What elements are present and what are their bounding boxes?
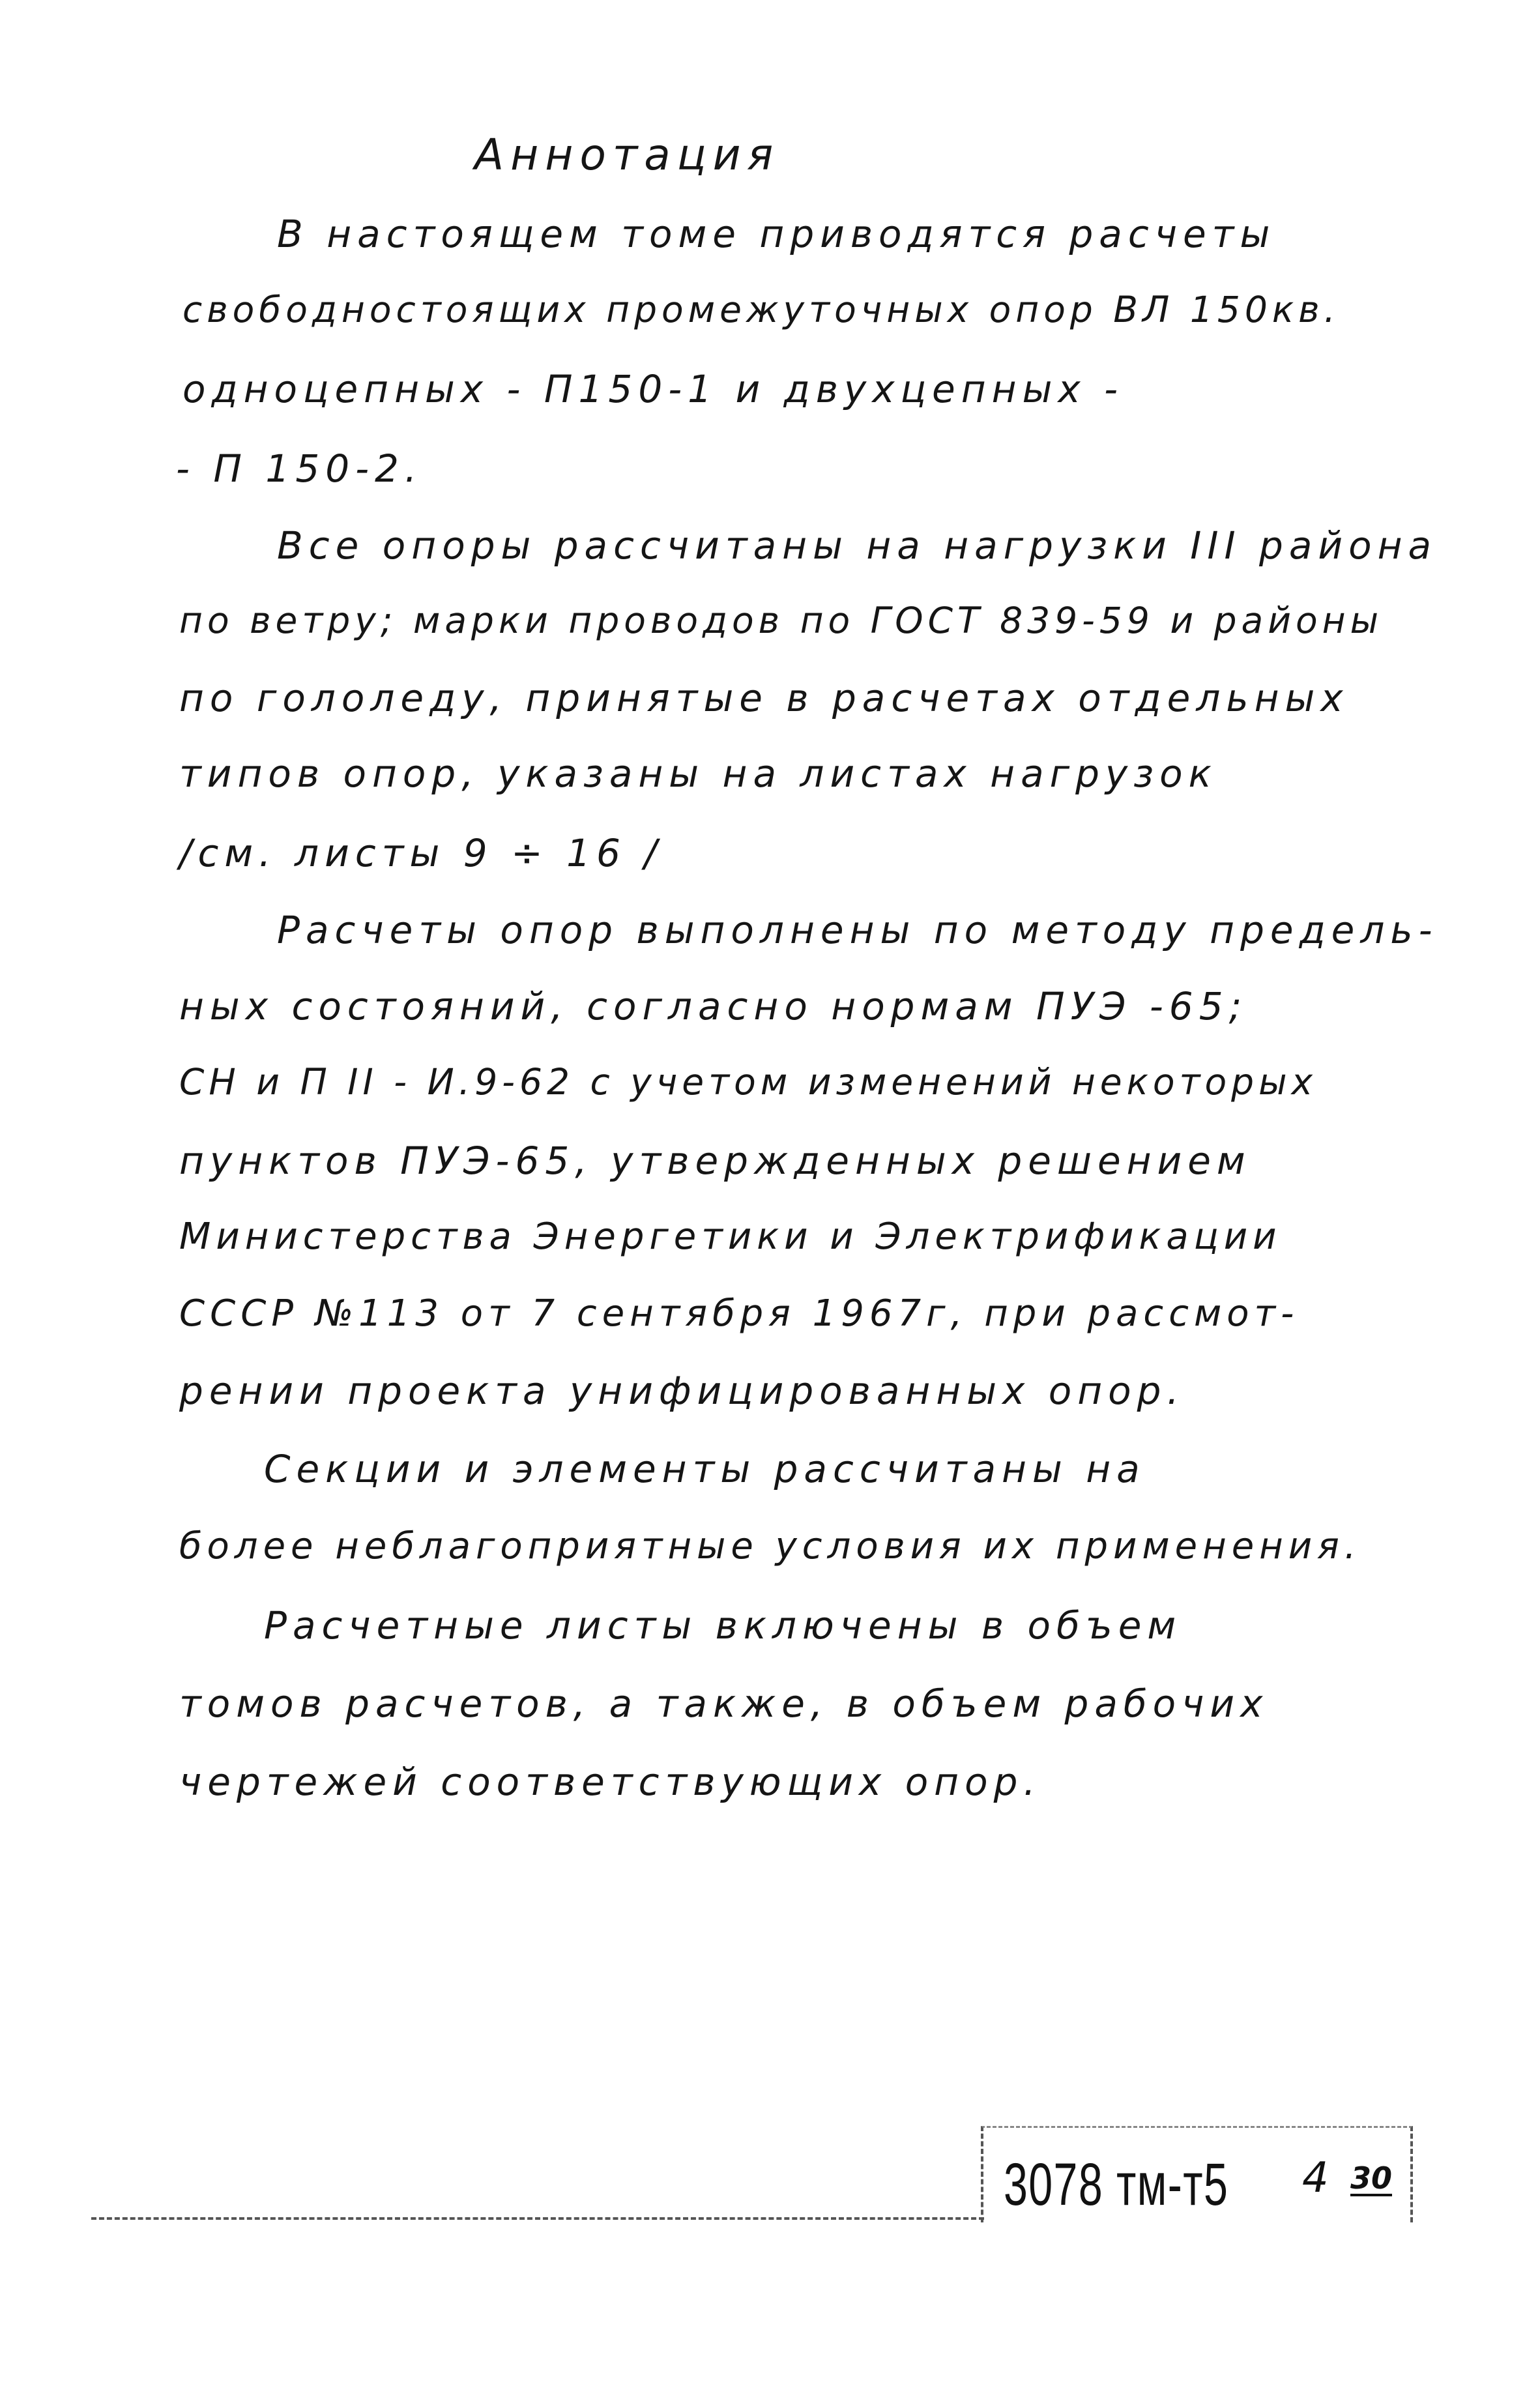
stamp-total-sheets: 30: [1350, 2160, 1393, 2196]
footer-divider: [91, 2217, 984, 2220]
stamp-document-number: 3078 тм-т5: [1004, 2151, 1229, 2218]
text-line: Расчеты опор выполнены по методу предель-: [277, 908, 1438, 952]
text-line: В настоящем томе приводятся расчеты: [277, 212, 1276, 256]
text-line: /см. листы 9 ÷ 16 /: [179, 831, 663, 875]
text-line: чертежей соответствующих опор.: [179, 1760, 1041, 1804]
page-title: Аннотация: [474, 130, 780, 180]
text-line: по гололеду, принятые в расчетах отдельных: [179, 676, 1349, 720]
text-line: Секции и элементы рассчитаны на: [264, 1447, 1146, 1491]
text-line: по ветру; марки проводов по ГОСТ 839-59 и районы: [179, 600, 1383, 641]
text-line: ных состояний, согласно нормам ПУЭ -65;: [179, 984, 1248, 1028]
text-line: свободностоящих промежуточных опор ВЛ 150кв.: [182, 289, 1340, 330]
text-line: Все опоры рассчитаны на нагрузки III района: [277, 523, 1438, 568]
text-line: типов опор, указаны на листах нагрузок: [179, 751, 1217, 796]
text-line: Министерства Энергетики и Электрификации: [179, 1215, 1282, 1258]
text-line: Расчетные листы включены в объем: [264, 1603, 1182, 1648]
text-line: одноцепных - П150-1 и двухцепных -: [182, 367, 1124, 411]
text-line: рении проекта унифицированных опор.: [179, 1369, 1185, 1413]
text-line: СН и П II - И.9-62 с учетом изменений некоторых: [179, 1061, 1318, 1103]
text-line: - П 150-2.: [176, 446, 423, 491]
text-line: СССР №113 от 7 сентября 1967г, при рассмот-: [179, 1292, 1300, 1335]
text-line: пунктов ПУЭ-65, утвержденных решением: [179, 1139, 1251, 1183]
text-line: более неблагоприятные условия их применения.: [179, 1525, 1361, 1567]
stamp-sheet-number: 4: [1302, 2154, 1329, 2202]
text-line: томов расчетов, а также, в объем рабочих: [179, 1681, 1269, 1726]
